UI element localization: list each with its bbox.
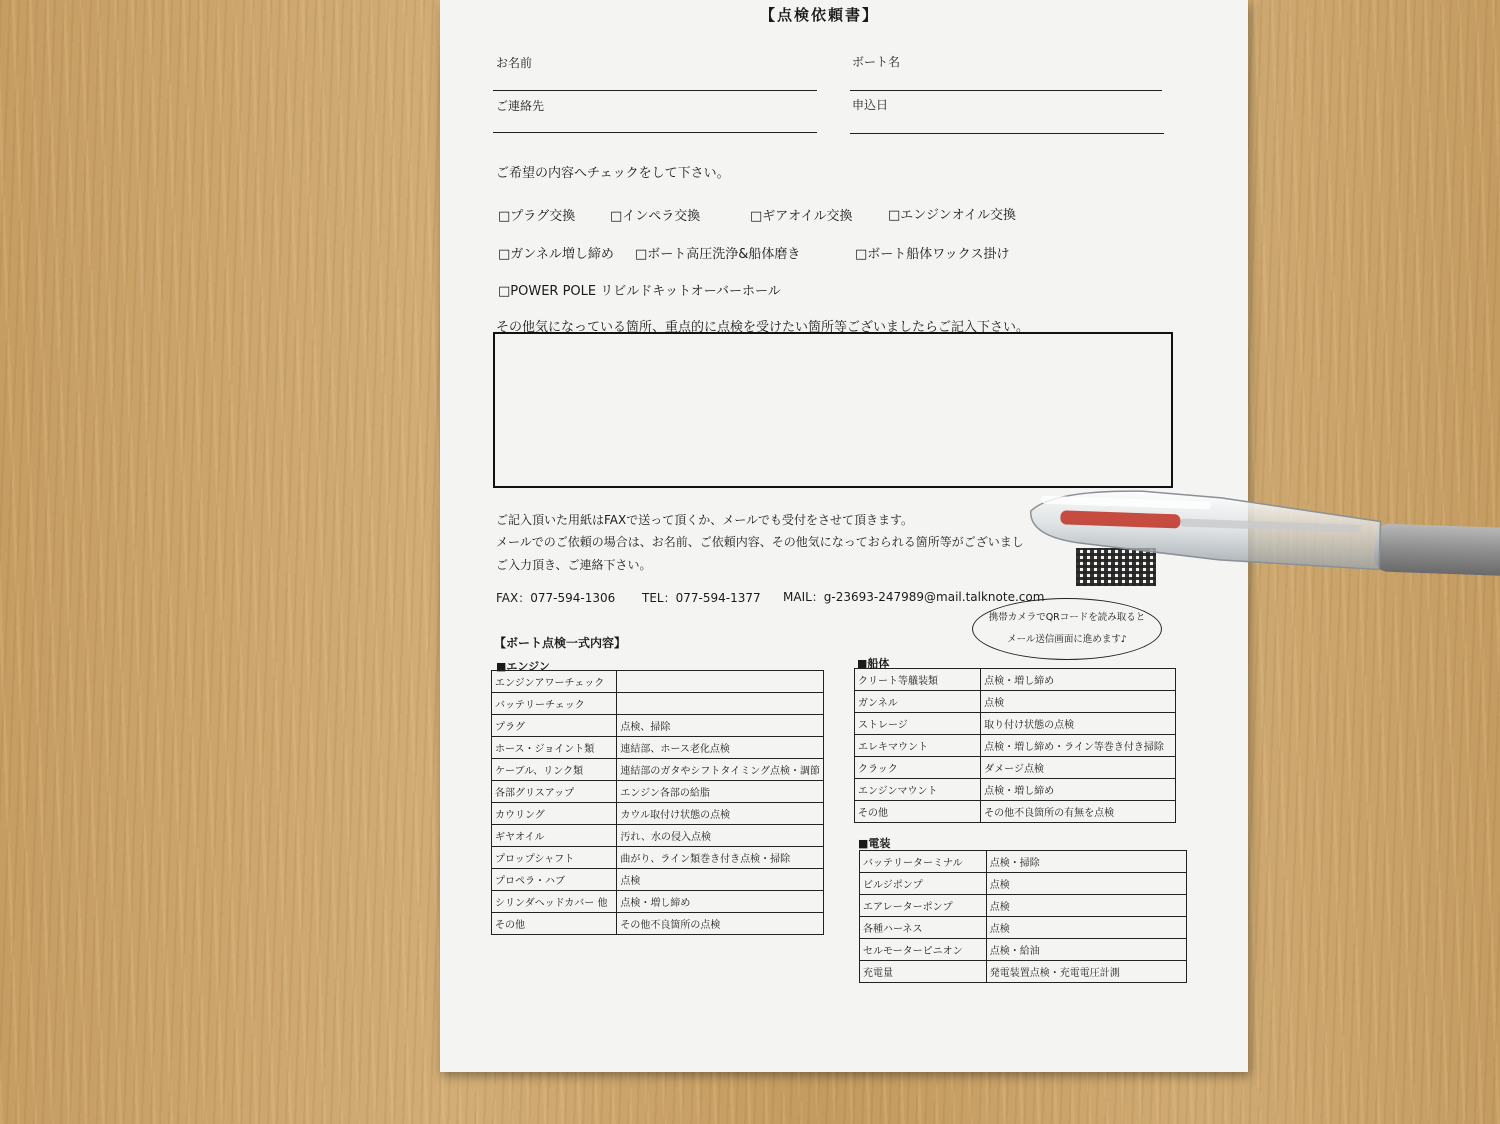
engine-row (492, 803, 824, 825)
engine-table (491, 670, 824, 935)
hull-row (855, 757, 1176, 779)
date-field[interactable] (850, 133, 1164, 134)
engine-detail: 点検 (617, 869, 824, 891)
engine-item: プロップシャフト (492, 847, 617, 869)
electric-row (860, 939, 1187, 961)
electric-detail: 発電装置点検・充電電圧計測 (986, 961, 1186, 983)
engine-detail: 曲がり、ライン類巻き付き点検・掃除 (617, 847, 824, 869)
note-line-1: ご記入頂いた用紙はFAXで送って頂くか、メールでも受付をさせて頂きます。 (496, 513, 914, 527)
note-line-2: メールでのご依頼の場合は、お名前、ご依頼内容、その他気になっておられる箇所等がございまし (496, 535, 1024, 549)
name-field[interactable] (493, 90, 817, 91)
date-label: 申込日 (852, 98, 889, 112)
option-wash[interactable]: □ボート高圧洗浄&船体磨き (635, 247, 801, 262)
engine-item: エンジンアワーチェック (492, 671, 617, 693)
electric-row (860, 961, 1187, 983)
engine-item: プロペラ・ハブ (492, 869, 617, 891)
engine-row (492, 825, 824, 847)
engine-detail: 点検、掃除 (617, 715, 824, 737)
other-prompt: その他気になっている箇所、重点的に点検を受けたい箇所等ございましたらご記入下さい。 (496, 320, 1030, 335)
hull-detail: 取り付け状態の点検 (981, 713, 1176, 735)
option-gear-oil[interactable]: □ギアオイル交換 (750, 209, 853, 224)
hull-item: ストレージ (855, 713, 981, 735)
boat-name-label: ボート名 (852, 55, 901, 69)
name-label: お名前 (496, 56, 533, 70)
qr-bubble-line-2: メール送信画面に進めます♪ (1007, 634, 1127, 645)
electric-table (859, 850, 1187, 983)
hull-row (855, 669, 1176, 691)
engine-row (492, 759, 824, 781)
engine-detail: 連結部、ホース老化点検 (617, 737, 824, 759)
option-gunnel[interactable]: □ガンネル増し締め (498, 247, 614, 262)
hull-detail: 点検・増し締め・ライン等巻き付き掃除 (981, 735, 1176, 757)
engine-item: カウリング (492, 803, 617, 825)
boat-name-field[interactable] (850, 90, 1162, 91)
electric-detail: 点検 (986, 917, 1186, 939)
engine-row (492, 847, 824, 869)
contact-label: ご連絡先 (496, 99, 545, 113)
engine-detail: 点検・増し締め (617, 891, 824, 913)
hull-detail: 点検 (981, 691, 1176, 713)
engine-item: ギヤオイル (492, 825, 617, 847)
hull-row (855, 779, 1176, 801)
fax-number: FAX：077-594-1306 (496, 591, 616, 605)
engine-row (492, 913, 824, 935)
form-title: 【点検依頼書】 (760, 6, 880, 24)
hull-detail: 点検・増し締め (981, 779, 1176, 801)
hull-title: ■船体 (857, 657, 890, 670)
engine-item: 各部グリスアップ (492, 781, 617, 803)
electric-row (860, 895, 1187, 917)
engine-detail: カウル取付け状態の点検 (617, 803, 824, 825)
engine-detail (617, 693, 824, 715)
electric-detail: 点検 (986, 873, 1186, 895)
engine-row (492, 869, 824, 891)
engine-detail: 連結部のガタやシフトタイミング点検・調節 (617, 759, 824, 781)
electric-detail: 点検 (986, 895, 1186, 917)
engine-row (492, 715, 824, 737)
engine-row (492, 671, 824, 693)
contact-field[interactable] (493, 132, 817, 133)
engine-item: シリンダヘッドカバー 他 (492, 891, 617, 913)
electric-row (860, 917, 1187, 939)
engine-row (492, 781, 824, 803)
engine-row (492, 891, 824, 913)
electric-item: エアレーターポンプ (860, 895, 987, 917)
electric-row (860, 873, 1187, 895)
other-notes-box[interactable] (493, 332, 1173, 488)
electric-detail: 点検・給油 (986, 939, 1186, 961)
option-plug[interactable]: □プラグ交換 (498, 209, 576, 224)
hull-item: エンジンマウント (855, 779, 981, 801)
qr-bubble-line-1: 携帯カメラでQRコードを読み取ると (988, 612, 1146, 623)
option-wax[interactable]: □ボート船体ワックス掛け (855, 247, 1010, 262)
hull-row (855, 691, 1176, 713)
engine-detail (617, 671, 824, 693)
request-prompt: ご希望の内容へチェックをして下さい。 (496, 166, 730, 181)
engine-item: プラグ (492, 715, 617, 737)
qr-bubble (972, 598, 1162, 660)
engine-item: バッテリーチェック (492, 693, 617, 715)
engine-item: ケーブル、リンク類 (492, 759, 617, 781)
engine-detail: その他不良箇所の点検 (617, 913, 824, 935)
electric-detail: 点検・掃除 (986, 851, 1186, 873)
option-impeller[interactable]: □インペラ交換 (610, 209, 701, 224)
electric-row (860, 851, 1187, 873)
hull-row (855, 735, 1176, 757)
electric-item: ビルジポンプ (860, 873, 987, 895)
hull-detail: ダメージ点検 (981, 757, 1176, 779)
hull-row (855, 801, 1176, 823)
hull-item: クリート等艤装類 (855, 669, 981, 691)
engine-row (492, 693, 824, 715)
pen (1019, 481, 1500, 589)
hull-item: その他 (855, 801, 981, 823)
note-line-3: ご入力頂き、ご連絡下さい。 (496, 558, 652, 572)
hull-item: エレキマウント (855, 735, 981, 757)
tel-number: TEL：077-594-1377 (642, 591, 761, 605)
electric-item: 充電量 (860, 961, 987, 983)
electric-item: 各種ハーネス (860, 917, 987, 939)
inspection-heading: 【ボート点検一式内容】 (494, 636, 627, 650)
engine-detail: 汚れ、水の侵入点検 (617, 825, 824, 847)
electric-item: セルモーターピニオン (860, 939, 987, 961)
engine-item: その他 (492, 913, 617, 935)
hull-row (855, 713, 1176, 735)
engine-title: ■エンジン (496, 660, 550, 673)
electric-item: バッテリーターミナル (860, 851, 987, 873)
option-power-pole[interactable]: □POWER POLE リビルドキットオーバーホール (498, 284, 781, 299)
engine-row (492, 737, 824, 759)
mail-address: MAIL：g-23693-247989@mail.talknote.com (783, 590, 1045, 604)
hull-item: クラック (855, 757, 981, 779)
hull-table (854, 668, 1176, 823)
engine-detail: エンジン各部の給脂 (617, 781, 824, 803)
electric-title: ■電装 (858, 837, 891, 850)
hull-detail: その他不良箇所の有無を点検 (981, 801, 1176, 823)
option-engine-oil[interactable]: □エンジンオイル交換 (888, 208, 1016, 223)
hull-item: ガンネル (855, 691, 981, 713)
hull-detail: 点検・増し締め (981, 669, 1176, 691)
engine-item: ホース・ジョイント類 (492, 737, 617, 759)
